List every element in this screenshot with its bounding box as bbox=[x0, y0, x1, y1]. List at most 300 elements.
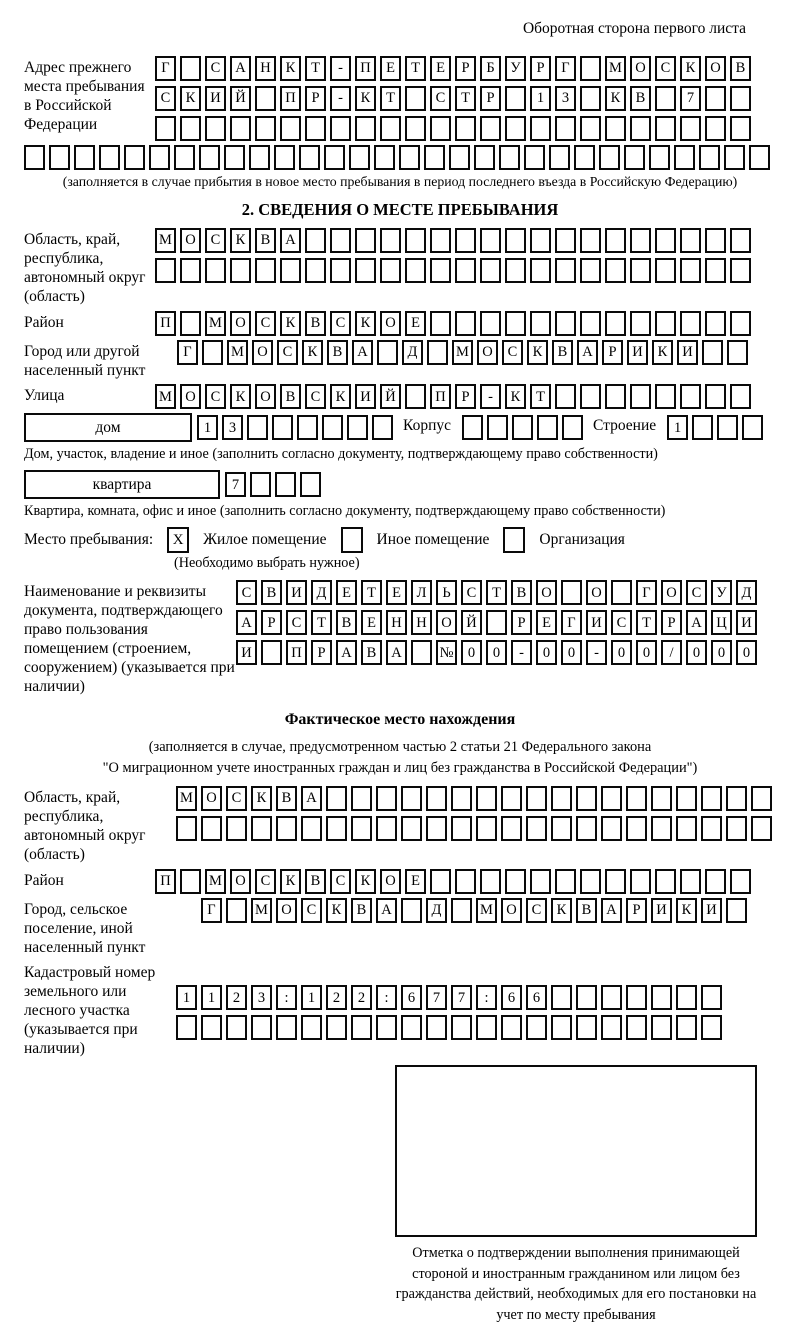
char-cell[interactable] bbox=[501, 816, 522, 841]
char-cell[interactable] bbox=[155, 258, 176, 283]
char-cell[interactable] bbox=[451, 786, 472, 811]
char-cell[interactable]: М bbox=[251, 898, 272, 923]
char-cell[interactable]: Е bbox=[405, 869, 426, 894]
char-cell[interactable]: М bbox=[176, 786, 197, 811]
char-cell[interactable] bbox=[749, 145, 770, 170]
char-cell[interactable] bbox=[330, 116, 351, 141]
char-cell[interactable] bbox=[449, 145, 470, 170]
char-cell[interactable] bbox=[726, 816, 747, 841]
char-cell[interactable] bbox=[205, 116, 226, 141]
char-cell[interactable] bbox=[705, 228, 726, 253]
char-cell[interactable] bbox=[630, 228, 651, 253]
char-cell[interactable]: С bbox=[430, 86, 451, 111]
char-cell[interactable]: О bbox=[586, 580, 607, 605]
char-cell[interactable]: Д bbox=[402, 340, 423, 365]
char-cell[interactable] bbox=[326, 786, 347, 811]
char-cell[interactable]: - bbox=[511, 640, 532, 665]
char-cell[interactable]: А bbox=[230, 56, 251, 81]
char-cell[interactable] bbox=[351, 1015, 372, 1040]
char-cell[interactable] bbox=[680, 311, 701, 336]
char-cell[interactable] bbox=[176, 816, 197, 841]
house-number-row[interactable] bbox=[197, 415, 393, 440]
char-cell[interactable]: 3 bbox=[251, 985, 272, 1010]
char-cell[interactable] bbox=[580, 258, 601, 283]
char-cell[interactable] bbox=[605, 116, 626, 141]
char-cell[interactable]: С bbox=[301, 898, 322, 923]
char-cell[interactable]: Е bbox=[536, 610, 557, 635]
char-cell[interactable]: К bbox=[505, 384, 526, 409]
char-cell[interactable]: И bbox=[677, 340, 698, 365]
char-cell[interactable]: Е bbox=[430, 56, 451, 81]
char-cell[interactable] bbox=[276, 816, 297, 841]
char-cell[interactable]: В bbox=[255, 228, 276, 253]
char-cell[interactable]: Д bbox=[311, 580, 332, 605]
char-cell[interactable] bbox=[651, 1015, 672, 1040]
char-cell[interactable]: К bbox=[527, 340, 548, 365]
char-cell[interactable]: Й bbox=[230, 86, 251, 111]
char-cell[interactable] bbox=[451, 898, 472, 923]
char-cell[interactable]: 6 bbox=[401, 985, 422, 1010]
char-cell[interactable]: 1 bbox=[530, 86, 551, 111]
char-cell[interactable] bbox=[430, 258, 451, 283]
char-cell[interactable]: С bbox=[655, 56, 676, 81]
char-cell[interactable]: 0 bbox=[536, 640, 557, 665]
char-cell[interactable] bbox=[451, 816, 472, 841]
char-cell[interactable] bbox=[505, 116, 526, 141]
char-cell[interactable]: К bbox=[230, 228, 251, 253]
char-cell[interactable] bbox=[355, 116, 376, 141]
char-cell[interactable] bbox=[430, 228, 451, 253]
char-cell[interactable] bbox=[250, 472, 271, 497]
char-cell[interactable]: Т bbox=[530, 384, 551, 409]
char-cell[interactable]: О bbox=[705, 56, 726, 81]
char-cell[interactable]: 0 bbox=[461, 640, 482, 665]
char-cell[interactable] bbox=[351, 786, 372, 811]
char-cell[interactable] bbox=[651, 816, 672, 841]
char-cell[interactable]: К bbox=[676, 898, 697, 923]
char-cell[interactable] bbox=[377, 340, 398, 365]
char-cell[interactable] bbox=[374, 145, 395, 170]
char-cell[interactable]: Н bbox=[255, 56, 276, 81]
char-cell[interactable] bbox=[230, 116, 251, 141]
char-cell[interactable] bbox=[555, 311, 576, 336]
char-cell[interactable]: 0 bbox=[636, 640, 657, 665]
char-cell[interactable]: Д bbox=[736, 580, 757, 605]
char-cell[interactable] bbox=[399, 145, 420, 170]
char-cell[interactable] bbox=[717, 415, 738, 440]
char-cell[interactable]: И bbox=[236, 640, 257, 665]
char-cell[interactable] bbox=[505, 311, 526, 336]
char-cell[interactable] bbox=[680, 869, 701, 894]
char-cell[interactable]: Ц bbox=[711, 610, 732, 635]
char-cell[interactable]: С bbox=[155, 86, 176, 111]
char-cell[interactable]: Е bbox=[361, 610, 382, 635]
char-cell[interactable] bbox=[676, 985, 697, 1010]
char-cell[interactable] bbox=[455, 869, 476, 894]
char-cell[interactable]: Е bbox=[405, 311, 426, 336]
char-cell[interactable]: 0 bbox=[561, 640, 582, 665]
char-cell[interactable] bbox=[655, 869, 676, 894]
char-cell[interactable]: С bbox=[226, 786, 247, 811]
char-cell[interactable]: О bbox=[501, 898, 522, 923]
char-cell[interactable]: К bbox=[280, 56, 301, 81]
document-row-1[interactable] bbox=[236, 580, 757, 605]
char-cell[interactable] bbox=[455, 228, 476, 253]
char-cell[interactable]: О bbox=[230, 869, 251, 894]
char-cell[interactable] bbox=[326, 1015, 347, 1040]
char-cell[interactable]: 7 bbox=[225, 472, 246, 497]
char-cell[interactable] bbox=[705, 258, 726, 283]
char-cell[interactable] bbox=[692, 415, 713, 440]
char-cell[interactable]: 1 bbox=[201, 985, 222, 1010]
char-cell[interactable] bbox=[551, 816, 572, 841]
char-cell[interactable]: С bbox=[611, 610, 632, 635]
char-cell[interactable]: Т bbox=[361, 580, 382, 605]
char-cell[interactable]: 0 bbox=[486, 640, 507, 665]
char-cell[interactable] bbox=[549, 145, 570, 170]
char-cell[interactable] bbox=[226, 1015, 247, 1040]
char-cell[interactable] bbox=[74, 145, 95, 170]
char-cell[interactable] bbox=[376, 786, 397, 811]
char-cell[interactable] bbox=[24, 145, 45, 170]
apartment-row[interactable] bbox=[225, 472, 321, 497]
char-cell[interactable]: К bbox=[230, 384, 251, 409]
char-cell[interactable] bbox=[630, 384, 651, 409]
char-cell[interactable]: М bbox=[155, 228, 176, 253]
char-cell[interactable] bbox=[380, 116, 401, 141]
char-cell[interactable]: О bbox=[201, 786, 222, 811]
char-cell[interactable]: К bbox=[326, 898, 347, 923]
char-cell[interactable]: П bbox=[355, 56, 376, 81]
char-cell[interactable] bbox=[405, 384, 426, 409]
char-cell[interactable] bbox=[299, 145, 320, 170]
char-cell[interactable] bbox=[372, 415, 393, 440]
char-cell[interactable] bbox=[405, 228, 426, 253]
char-cell[interactable]: С bbox=[461, 580, 482, 605]
char-cell[interactable]: В bbox=[261, 580, 282, 605]
char-cell[interactable] bbox=[701, 786, 722, 811]
char-cell[interactable] bbox=[705, 311, 726, 336]
char-cell[interactable] bbox=[324, 145, 345, 170]
char-cell[interactable] bbox=[726, 786, 747, 811]
char-cell[interactable] bbox=[355, 258, 376, 283]
char-cell[interactable] bbox=[455, 258, 476, 283]
char-cell[interactable] bbox=[512, 415, 533, 440]
char-cell[interactable] bbox=[505, 86, 526, 111]
char-cell[interactable] bbox=[576, 816, 597, 841]
char-cell[interactable]: О bbox=[276, 898, 297, 923]
char-cell[interactable] bbox=[605, 311, 626, 336]
char-cell[interactable]: А bbox=[280, 228, 301, 253]
char-cell[interactable]: А bbox=[352, 340, 373, 365]
char-cell[interactable]: С bbox=[526, 898, 547, 923]
char-cell[interactable]: С bbox=[330, 311, 351, 336]
char-cell[interactable]: О bbox=[380, 869, 401, 894]
char-cell[interactable]: О bbox=[630, 56, 651, 81]
char-cell[interactable] bbox=[49, 145, 70, 170]
char-cell[interactable] bbox=[580, 311, 601, 336]
char-cell[interactable]: Г bbox=[155, 56, 176, 81]
char-cell[interactable] bbox=[601, 985, 622, 1010]
stroenie-row[interactable] bbox=[667, 415, 763, 440]
char-cell[interactable]: : bbox=[476, 985, 497, 1010]
char-cell[interactable] bbox=[655, 116, 676, 141]
char-cell[interactable] bbox=[680, 228, 701, 253]
char-cell[interactable] bbox=[626, 1015, 647, 1040]
char-cell[interactable]: С bbox=[236, 580, 257, 605]
district-row[interactable] bbox=[155, 311, 751, 336]
char-cell[interactable]: Т bbox=[486, 580, 507, 605]
region2-row-1[interactable] bbox=[176, 786, 772, 811]
char-cell[interactable]: С bbox=[502, 340, 523, 365]
char-cell[interactable]: И bbox=[286, 580, 307, 605]
char-cell[interactable]: К bbox=[330, 384, 351, 409]
char-cell[interactable] bbox=[476, 816, 497, 841]
char-cell[interactable]: М bbox=[605, 56, 626, 81]
char-cell[interactable] bbox=[305, 228, 326, 253]
char-cell[interactable] bbox=[199, 145, 220, 170]
char-cell[interactable]: С bbox=[255, 869, 276, 894]
char-cell[interactable] bbox=[149, 145, 170, 170]
char-cell[interactable] bbox=[480, 116, 501, 141]
char-cell[interactable]: 0 bbox=[686, 640, 707, 665]
char-cell[interactable] bbox=[576, 985, 597, 1010]
char-cell[interactable] bbox=[376, 1015, 397, 1040]
char-cell[interactable]: Р bbox=[305, 86, 326, 111]
prev-address-row-4[interactable] bbox=[24, 145, 776, 170]
char-cell[interactable] bbox=[330, 228, 351, 253]
char-cell[interactable] bbox=[730, 86, 751, 111]
char-cell[interactable] bbox=[480, 258, 501, 283]
char-cell[interactable]: Р bbox=[626, 898, 647, 923]
prev-address-row-2[interactable] bbox=[155, 86, 751, 111]
char-cell[interactable] bbox=[380, 258, 401, 283]
char-cell[interactable] bbox=[580, 869, 601, 894]
char-cell[interactable] bbox=[601, 1015, 622, 1040]
char-cell[interactable] bbox=[505, 258, 526, 283]
char-cell[interactable]: 7 bbox=[426, 985, 447, 1010]
char-cell[interactable]: О bbox=[180, 228, 201, 253]
char-cell[interactable] bbox=[180, 258, 201, 283]
char-cell[interactable]: Е bbox=[386, 580, 407, 605]
char-cell[interactable] bbox=[305, 258, 326, 283]
char-cell[interactable]: У bbox=[711, 580, 732, 605]
char-cell[interactable]: В bbox=[630, 86, 651, 111]
checkbox-organization[interactable] bbox=[503, 527, 525, 553]
char-cell[interactable] bbox=[330, 258, 351, 283]
prev-address-row-3[interactable] bbox=[155, 116, 751, 141]
char-cell[interactable] bbox=[530, 228, 551, 253]
char-cell[interactable]: В bbox=[576, 898, 597, 923]
char-cell[interactable] bbox=[674, 145, 695, 170]
char-cell[interactable] bbox=[205, 258, 226, 283]
char-cell[interactable]: В bbox=[305, 869, 326, 894]
char-cell[interactable] bbox=[630, 258, 651, 283]
char-cell[interactable]: - bbox=[586, 640, 607, 665]
char-cell[interactable]: А bbox=[336, 640, 357, 665]
char-cell[interactable] bbox=[624, 145, 645, 170]
char-cell[interactable]: В bbox=[336, 610, 357, 635]
char-cell[interactable] bbox=[501, 786, 522, 811]
char-cell[interactable] bbox=[605, 228, 626, 253]
char-cell[interactable] bbox=[730, 116, 751, 141]
char-cell[interactable] bbox=[726, 898, 747, 923]
char-cell[interactable] bbox=[261, 640, 282, 665]
char-cell[interactable]: 6 bbox=[501, 985, 522, 1010]
char-cell[interactable]: И bbox=[627, 340, 648, 365]
char-cell[interactable]: 1 bbox=[301, 985, 322, 1010]
char-cell[interactable]: П bbox=[286, 640, 307, 665]
char-cell[interactable] bbox=[655, 86, 676, 111]
checkbox-residential[interactable]: X bbox=[167, 527, 189, 553]
char-cell[interactable] bbox=[701, 1015, 722, 1040]
char-cell[interactable] bbox=[255, 116, 276, 141]
char-cell[interactable] bbox=[730, 228, 751, 253]
char-cell[interactable] bbox=[576, 1015, 597, 1040]
char-cell[interactable] bbox=[530, 258, 551, 283]
char-cell[interactable] bbox=[526, 816, 547, 841]
char-cell[interactable]: К bbox=[280, 869, 301, 894]
char-cell[interactable] bbox=[462, 415, 483, 440]
char-cell[interactable] bbox=[605, 869, 626, 894]
char-cell[interactable]: Ь bbox=[436, 580, 457, 605]
char-cell[interactable] bbox=[349, 145, 370, 170]
char-cell[interactable] bbox=[376, 816, 397, 841]
char-cell[interactable] bbox=[326, 816, 347, 841]
char-cell[interactable] bbox=[405, 116, 426, 141]
char-cell[interactable] bbox=[580, 116, 601, 141]
char-cell[interactable] bbox=[230, 258, 251, 283]
char-cell[interactable] bbox=[530, 869, 551, 894]
char-cell[interactable]: 0 bbox=[711, 640, 732, 665]
char-cell[interactable] bbox=[405, 258, 426, 283]
char-cell[interactable] bbox=[455, 116, 476, 141]
char-cell[interactable] bbox=[499, 145, 520, 170]
char-cell[interactable] bbox=[180, 869, 201, 894]
char-cell[interactable]: С bbox=[286, 610, 307, 635]
char-cell[interactable] bbox=[676, 1015, 697, 1040]
char-cell[interactable]: К bbox=[355, 869, 376, 894]
char-cell[interactable] bbox=[626, 816, 647, 841]
char-cell[interactable]: 0 bbox=[736, 640, 757, 665]
char-cell[interactable] bbox=[576, 786, 597, 811]
char-cell[interactable] bbox=[297, 415, 318, 440]
char-cell[interactable] bbox=[601, 786, 622, 811]
char-cell[interactable]: О bbox=[255, 384, 276, 409]
char-cell[interactable]: В bbox=[552, 340, 573, 365]
char-cell[interactable] bbox=[580, 56, 601, 81]
char-cell[interactable] bbox=[701, 985, 722, 1010]
char-cell[interactable] bbox=[280, 116, 301, 141]
char-cell[interactable] bbox=[155, 116, 176, 141]
char-cell[interactable] bbox=[174, 145, 195, 170]
char-cell[interactable]: А bbox=[601, 898, 622, 923]
char-cell[interactable]: К bbox=[280, 311, 301, 336]
char-cell[interactable] bbox=[251, 1015, 272, 1040]
char-cell[interactable] bbox=[401, 816, 422, 841]
char-cell[interactable]: Р bbox=[530, 56, 551, 81]
char-cell[interactable]: К bbox=[605, 86, 626, 111]
char-cell[interactable]: Г bbox=[636, 580, 657, 605]
char-cell[interactable]: В bbox=[361, 640, 382, 665]
char-cell[interactable] bbox=[505, 228, 526, 253]
char-cell[interactable]: О bbox=[252, 340, 273, 365]
char-cell[interactable]: 6 bbox=[526, 985, 547, 1010]
char-cell[interactable] bbox=[705, 116, 726, 141]
cadastre-row-1[interactable] bbox=[176, 985, 722, 1010]
char-cell[interactable] bbox=[705, 384, 726, 409]
char-cell[interactable] bbox=[676, 816, 697, 841]
char-cell[interactable] bbox=[427, 340, 448, 365]
char-cell[interactable] bbox=[705, 869, 726, 894]
char-cell[interactable]: К bbox=[302, 340, 323, 365]
char-cell[interactable]: Р bbox=[661, 610, 682, 635]
char-cell[interactable]: М bbox=[155, 384, 176, 409]
char-cell[interactable]: А bbox=[577, 340, 598, 365]
char-cell[interactable] bbox=[322, 415, 343, 440]
char-cell[interactable]: И bbox=[701, 898, 722, 923]
region2-row-2[interactable] bbox=[176, 816, 772, 841]
char-cell[interactable]: В bbox=[327, 340, 348, 365]
char-cell[interactable] bbox=[300, 472, 321, 497]
char-cell[interactable] bbox=[655, 228, 676, 253]
char-cell[interactable]: М bbox=[476, 898, 497, 923]
char-cell[interactable] bbox=[727, 340, 748, 365]
city-row[interactable] bbox=[177, 340, 748, 365]
char-cell[interactable] bbox=[551, 985, 572, 1010]
char-cell[interactable]: / bbox=[661, 640, 682, 665]
char-cell[interactable] bbox=[251, 816, 272, 841]
char-cell[interactable]: Т bbox=[455, 86, 476, 111]
char-cell[interactable]: О bbox=[180, 384, 201, 409]
char-cell[interactable]: С bbox=[686, 580, 707, 605]
region-row-1[interactable] bbox=[155, 228, 751, 253]
char-cell[interactable] bbox=[626, 985, 647, 1010]
char-cell[interactable] bbox=[555, 258, 576, 283]
char-cell[interactable] bbox=[247, 415, 268, 440]
char-cell[interactable]: К bbox=[652, 340, 673, 365]
char-cell[interactable]: П bbox=[155, 311, 176, 336]
char-cell[interactable]: П bbox=[280, 86, 301, 111]
char-cell[interactable] bbox=[537, 415, 558, 440]
char-cell[interactable] bbox=[274, 145, 295, 170]
char-cell[interactable]: В bbox=[511, 580, 532, 605]
char-cell[interactable]: Д bbox=[426, 898, 447, 923]
char-cell[interactable] bbox=[676, 786, 697, 811]
char-cell[interactable]: В bbox=[730, 56, 751, 81]
char-cell[interactable]: О bbox=[536, 580, 557, 605]
char-cell[interactable]: П bbox=[155, 869, 176, 894]
char-cell[interactable] bbox=[562, 415, 583, 440]
char-cell[interactable]: Л bbox=[411, 580, 432, 605]
char-cell[interactable]: К bbox=[251, 786, 272, 811]
char-cell[interactable]: А bbox=[236, 610, 257, 635]
char-cell[interactable] bbox=[655, 384, 676, 409]
char-cell[interactable]: 0 bbox=[611, 640, 632, 665]
char-cell[interactable]: Р bbox=[455, 384, 476, 409]
char-cell[interactable]: С bbox=[205, 56, 226, 81]
char-cell[interactable] bbox=[630, 311, 651, 336]
char-cell[interactable] bbox=[255, 258, 276, 283]
char-cell[interactable] bbox=[451, 1015, 472, 1040]
char-cell[interactable]: К bbox=[551, 898, 572, 923]
district2-row[interactable] bbox=[155, 869, 751, 894]
char-cell[interactable] bbox=[249, 145, 270, 170]
char-cell[interactable] bbox=[180, 311, 201, 336]
char-cell[interactable] bbox=[626, 786, 647, 811]
char-cell[interactable] bbox=[226, 898, 247, 923]
char-cell[interactable] bbox=[401, 1015, 422, 1040]
